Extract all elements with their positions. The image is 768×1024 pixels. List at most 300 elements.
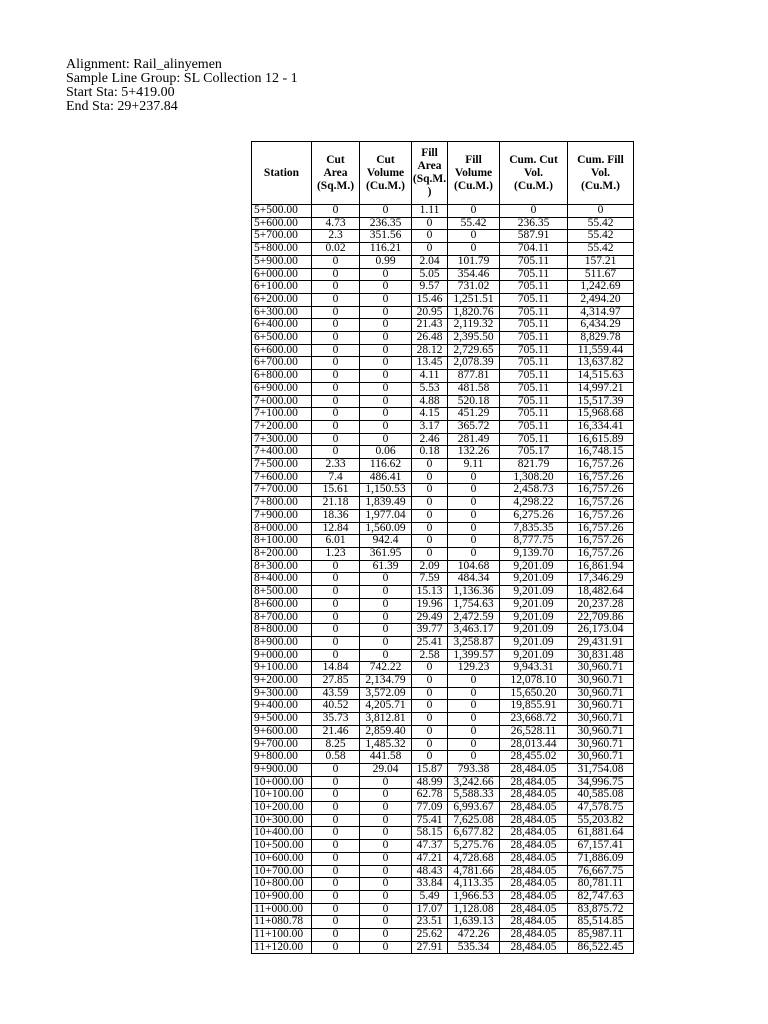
table-cell: 0 <box>312 903 360 916</box>
table-cell: 9,201.09 <box>500 624 568 637</box>
table-cell: 15,517.39 <box>568 395 634 408</box>
table-cell: 15,650.20 <box>500 687 568 700</box>
table-cell: 0 <box>360 319 412 332</box>
table-cell: 15.46 <box>412 293 448 306</box>
table-cell: 0 <box>412 535 448 548</box>
table-cell: 9+800.00 <box>252 751 312 764</box>
table-cell: 0 <box>448 509 500 522</box>
table-cell: 4.88 <box>412 395 448 408</box>
column-header-line: (Sq.M. <box>412 173 447 185</box>
table-cell: 451.29 <box>448 408 500 421</box>
column-header-line: (Cu.M.) <box>366 179 405 192</box>
table-row <box>252 738 634 751</box>
table-cell: 10+600.00 <box>252 852 312 865</box>
table-cell: 0 <box>312 878 360 891</box>
table-cell: 6+400.00 <box>252 319 312 332</box>
table-cell: 10+300.00 <box>252 814 312 827</box>
table-cell: 0 <box>312 255 360 268</box>
table-cell: 16,757.26 <box>568 497 634 510</box>
table-cell: 0.58 <box>312 751 360 764</box>
table-cell: 0 <box>360 776 412 789</box>
table-cell: 793.38 <box>448 763 500 776</box>
table-cell: 0 <box>312 586 360 599</box>
table-cell: 5+900.00 <box>252 255 312 268</box>
table-cell: 1,966.53 <box>448 890 500 903</box>
table-cell: 0 <box>412 459 448 472</box>
table-cell: 9+700.00 <box>252 738 312 751</box>
table-cell: 535.34 <box>448 941 500 954</box>
alignment-line: Alignment: Rail_alinyemen <box>66 57 222 72</box>
table-cell: 0 <box>448 471 500 484</box>
table-cell: 0 <box>360 586 412 599</box>
table-cell: 4,314.97 <box>568 306 634 319</box>
table-cell: 0 <box>360 268 412 281</box>
table-cell: 484.34 <box>448 573 500 586</box>
table-cell: 6,677.82 <box>448 827 500 840</box>
table-cell: 9,943.31 <box>500 662 568 675</box>
table-cell: 11+100.00 <box>252 929 312 942</box>
table-cell: 472.26 <box>448 929 500 942</box>
table-cell: 0 <box>312 941 360 954</box>
table-cell: 8,829.78 <box>568 332 634 345</box>
table-row <box>252 929 634 942</box>
table-cell: 6+100.00 <box>252 281 312 294</box>
table-row <box>252 624 634 637</box>
column-header-line: (Sq.M.) <box>316 179 355 192</box>
table-cell: 0 <box>312 319 360 332</box>
table-row <box>252 459 634 472</box>
table-cell: 47.21 <box>412 852 448 865</box>
column-header-line: Cut <box>326 153 345 166</box>
table-cell: 116.21 <box>360 243 412 256</box>
table-cell: 7+100.00 <box>252 408 312 421</box>
table-cell: 29,431.91 <box>568 636 634 649</box>
table-cell: 29.04 <box>360 763 412 776</box>
table-cell: 0 <box>412 484 448 497</box>
table-cell: 11,559.44 <box>568 344 634 357</box>
column-header-line: ) <box>427 186 432 198</box>
table-cell: 0 <box>448 522 500 535</box>
table-cell: 1,150.53 <box>360 484 412 497</box>
table-cell: 705.11 <box>500 344 568 357</box>
column-header-line: Volume <box>454 166 493 179</box>
column-header <box>568 142 634 205</box>
column-header <box>252 142 312 205</box>
table-cell: 0 <box>360 802 412 815</box>
column-header <box>312 142 360 205</box>
table-cell: 55.42 <box>568 217 634 230</box>
table-cell: 0 <box>448 687 500 700</box>
table-cell: 10+000.00 <box>252 776 312 789</box>
table-cell: 704.11 <box>500 243 568 256</box>
table-cell: 0 <box>360 408 412 421</box>
table-cell: 101.79 <box>448 255 500 268</box>
table-row <box>252 916 634 929</box>
table-cell: 28,484.05 <box>500 852 568 865</box>
table-cell: 6.01 <box>312 535 360 548</box>
table-cell: 28,484.05 <box>500 865 568 878</box>
table-cell: 30,960.71 <box>568 700 634 713</box>
table-cell: 705.11 <box>500 433 568 446</box>
table-cell: 0 <box>312 433 360 446</box>
table-cell: 104.68 <box>448 560 500 573</box>
table-cell: 8+800.00 <box>252 624 312 637</box>
table-cell: 0 <box>412 471 448 484</box>
table-cell: 0 <box>412 751 448 764</box>
table-cell: 28,484.05 <box>500 802 568 815</box>
table-cell: 30,960.71 <box>568 687 634 700</box>
column-header-line: Cut <box>376 153 395 166</box>
table-cell: 9,201.09 <box>500 598 568 611</box>
table-cell: 0 <box>312 560 360 573</box>
table-cell: 25.62 <box>412 929 448 942</box>
table-cell: 0 <box>412 687 448 700</box>
table-cell: 27.85 <box>312 675 360 688</box>
table-cell: 4,781.66 <box>448 865 500 878</box>
table-row <box>252 243 634 256</box>
table-cell: 9,201.09 <box>500 636 568 649</box>
table-cell: 58.15 <box>412 827 448 840</box>
table-row <box>252 890 634 903</box>
table-row <box>252 332 634 345</box>
table-cell: 28,013.44 <box>500 738 568 751</box>
table-cell: 4.11 <box>412 370 448 383</box>
table-cell: 3,242.66 <box>448 776 500 789</box>
table-cell: 0 <box>412 243 448 256</box>
table-cell: 0 <box>360 865 412 878</box>
table-cell: 16,334.41 <box>568 420 634 433</box>
table-cell: 10+800.00 <box>252 878 312 891</box>
table-cell: 7.59 <box>412 573 448 586</box>
table-cell: 2,472.59 <box>448 611 500 624</box>
table-cell: 0 <box>312 357 360 370</box>
table-cell: 11+080.78 <box>252 916 312 929</box>
table-cell: 0 <box>312 268 360 281</box>
table-cell: 21.18 <box>312 497 360 510</box>
table-cell: 0 <box>312 281 360 294</box>
table-cell: 6+500.00 <box>252 332 312 345</box>
table-cell: 16,748.15 <box>568 446 634 459</box>
table-cell: 71,886.09 <box>568 852 634 865</box>
table-cell: 0 <box>448 497 500 510</box>
table-cell: 0 <box>500 205 568 218</box>
table-cell: 9.57 <box>412 281 448 294</box>
table-cell: 7+300.00 <box>252 433 312 446</box>
table-cell: 31,754.08 <box>568 763 634 776</box>
table-row <box>252 395 634 408</box>
table-row <box>252 814 634 827</box>
table-cell: 0 <box>360 573 412 586</box>
table-row <box>252 878 634 891</box>
table-cell: 441.58 <box>360 751 412 764</box>
table-cell: 0 <box>360 636 412 649</box>
table-cell: 0 <box>448 751 500 764</box>
table-cell: 85,514.85 <box>568 916 634 929</box>
table-cell: 0 <box>412 497 448 510</box>
table-cell: 705.11 <box>500 395 568 408</box>
table-cell: 26,528.11 <box>500 725 568 738</box>
table-cell: 10+500.00 <box>252 840 312 853</box>
table-cell: 0 <box>312 408 360 421</box>
table-cell: 351.56 <box>360 230 412 243</box>
table-cell: 34,996.75 <box>568 776 634 789</box>
table-row <box>252 763 634 776</box>
table-cell: 0 <box>412 700 448 713</box>
table-cell: 7+200.00 <box>252 420 312 433</box>
table-cell: 9+600.00 <box>252 725 312 738</box>
table-cell: 61.39 <box>360 560 412 573</box>
table-row <box>252 573 634 586</box>
table-cell: 511.67 <box>568 268 634 281</box>
table-cell: 6+900.00 <box>252 382 312 395</box>
table-cell: 35.73 <box>312 713 360 726</box>
report-header <box>66 58 298 114</box>
table-cell: 4.73 <box>312 217 360 230</box>
table-cell: 0 <box>360 852 412 865</box>
table-cell: 0 <box>568 205 634 218</box>
table-cell: 0 <box>312 370 360 383</box>
table-cell: 14,997.21 <box>568 382 634 395</box>
table-cell: 10+400.00 <box>252 827 312 840</box>
column-header-line: (Cu.M.) <box>581 179 620 192</box>
table-cell: 40.52 <box>312 700 360 713</box>
table-cell: 1,754.63 <box>448 598 500 611</box>
table-cell: 0 <box>448 243 500 256</box>
table-cell: 0 <box>448 738 500 751</box>
table-cell: 15,968.68 <box>568 408 634 421</box>
table-cell: 9+000.00 <box>252 649 312 662</box>
table-row <box>252 636 634 649</box>
table-cell: 0 <box>412 230 448 243</box>
table-cell: 86,522.45 <box>568 941 634 954</box>
table-cell: 7+900.00 <box>252 509 312 522</box>
table-cell: 705.11 <box>500 332 568 345</box>
table-cell: 2,458.73 <box>500 484 568 497</box>
table-cell: 2.04 <box>412 255 448 268</box>
table-cell: 1.23 <box>312 547 360 560</box>
column-header-line: (Cu.M.) <box>454 179 493 192</box>
table-cell: 0 <box>360 281 412 294</box>
table-cell: 3.17 <box>412 420 448 433</box>
table-cell: 2.33 <box>312 459 360 472</box>
table-cell: 9,201.09 <box>500 649 568 662</box>
table-row <box>252 586 634 599</box>
table-cell: 9+400.00 <box>252 700 312 713</box>
table-cell: 281.49 <box>448 433 500 446</box>
table-cell: 129.23 <box>448 662 500 675</box>
table-cell: 6+300.00 <box>252 306 312 319</box>
table-cell: 7.4 <box>312 471 360 484</box>
table-cell: 75.41 <box>412 814 448 827</box>
table-cell: 28,484.05 <box>500 789 568 802</box>
table-cell: 28,484.05 <box>500 903 568 916</box>
table-cell: 2,395.50 <box>448 332 500 345</box>
table-cell: 3,812.81 <box>360 713 412 726</box>
table-cell: 15.13 <box>412 586 448 599</box>
table-cell: 77.09 <box>412 802 448 815</box>
table-cell: 0.18 <box>412 446 448 459</box>
table-cell: 3,463.17 <box>448 624 500 637</box>
table-row <box>252 509 634 522</box>
table-cell: 16,757.26 <box>568 535 634 548</box>
column-header <box>448 142 500 205</box>
table-cell: 13.45 <box>412 357 448 370</box>
table-row <box>252 713 634 726</box>
table-cell: 2.09 <box>412 560 448 573</box>
table-cell: 5+500.00 <box>252 205 312 218</box>
table-cell: 520.18 <box>448 395 500 408</box>
table-cell: 705.11 <box>500 370 568 383</box>
table-cell: 236.35 <box>360 217 412 230</box>
table-cell: 5+800.00 <box>252 243 312 256</box>
table-cell: 6+200.00 <box>252 293 312 306</box>
table-cell: 0 <box>412 547 448 560</box>
table-cell: 132.26 <box>448 446 500 459</box>
table-cell: 9+100.00 <box>252 662 312 675</box>
table-cell: 0 <box>312 763 360 776</box>
table-cell: 20,237.28 <box>568 598 634 611</box>
table-cell: 16,757.26 <box>568 471 634 484</box>
table-cell: 0 <box>312 624 360 637</box>
table-cell: 12,078.10 <box>500 675 568 688</box>
table-cell: 0 <box>412 738 448 751</box>
table-cell: 19.96 <box>412 598 448 611</box>
table-cell: 486.41 <box>360 471 412 484</box>
table-cell: 8+000.00 <box>252 522 312 535</box>
table-cell: 9+200.00 <box>252 675 312 688</box>
table-cell: 1,251.51 <box>448 293 500 306</box>
table-cell: 4,205.71 <box>360 700 412 713</box>
table-row <box>252 382 634 395</box>
table-cell: 21.46 <box>312 725 360 738</box>
table-cell: 55,203.82 <box>568 814 634 827</box>
table-cell: 28,484.05 <box>500 763 568 776</box>
table-cell: 27.91 <box>412 941 448 954</box>
table-cell: 11+120.00 <box>252 941 312 954</box>
table-row <box>252 408 634 421</box>
table-cell: 0 <box>412 509 448 522</box>
table-cell: 28,484.05 <box>500 941 568 954</box>
table-cell: 4.15 <box>412 408 448 421</box>
table-cell: 5+700.00 <box>252 230 312 243</box>
table-cell: 14.84 <box>312 662 360 675</box>
table-cell: 1,639.13 <box>448 916 500 929</box>
table-cell: 9,201.09 <box>500 560 568 573</box>
table-cell: 8+400.00 <box>252 573 312 586</box>
table-row <box>252 205 634 218</box>
end-station-line: End Sta: 29+237.84 <box>66 99 178 114</box>
table-row <box>252 789 634 802</box>
table-cell: 17,346.29 <box>568 573 634 586</box>
table-cell: 25.41 <box>412 636 448 649</box>
table-cell: 16,757.26 <box>568 522 634 535</box>
table-cell: 365.72 <box>448 420 500 433</box>
table-cell: 8+200.00 <box>252 547 312 560</box>
table-cell: 1,128.08 <box>448 903 500 916</box>
table-cell: 0 <box>312 332 360 345</box>
table-cell: 0 <box>412 662 448 675</box>
table-cell: 0 <box>312 611 360 624</box>
table-cell: 0 <box>312 573 360 586</box>
table-cell: 6+800.00 <box>252 370 312 383</box>
table-cell: 1,485.32 <box>360 738 412 751</box>
column-header <box>360 142 412 205</box>
table-cell: 705.11 <box>500 293 568 306</box>
table-row <box>252 420 634 433</box>
table-cell: 7+800.00 <box>252 497 312 510</box>
table-cell: 0 <box>312 802 360 815</box>
table-cell: 0 <box>312 382 360 395</box>
table-cell: 0 <box>412 217 448 230</box>
table-row <box>252 903 634 916</box>
table-cell: 0 <box>360 332 412 345</box>
table-cell: 12.84 <box>312 522 360 535</box>
column-header <box>412 142 448 205</box>
table-cell: 0 <box>312 827 360 840</box>
table-cell: 2,134.79 <box>360 675 412 688</box>
column-header-line: Volume <box>366 166 405 179</box>
table-cell: 1.11 <box>412 205 448 218</box>
table-cell: 7+700.00 <box>252 484 312 497</box>
table-row <box>252 230 634 243</box>
table-cell: 8+600.00 <box>252 598 312 611</box>
table-cell: 1,839.49 <box>360 497 412 510</box>
column-header-line: Vol. <box>590 166 611 179</box>
table-row <box>252 319 634 332</box>
table-cell: 0 <box>360 789 412 802</box>
table-cell: 0 <box>412 725 448 738</box>
table-cell: 55.42 <box>568 243 634 256</box>
table-row <box>252 827 634 840</box>
start-station-line: Start Sta: 5+419.00 <box>66 85 175 100</box>
table-cell: 0 <box>360 840 412 853</box>
table-cell: 705.11 <box>500 319 568 332</box>
table-cell: 0 <box>312 916 360 929</box>
column-header-line: Area <box>417 160 442 172</box>
table-cell: 6+600.00 <box>252 344 312 357</box>
table-row <box>252 611 634 624</box>
table-cell: 0 <box>312 306 360 319</box>
table-cell: 0 <box>412 675 448 688</box>
table-row <box>252 484 634 497</box>
table-row <box>252 840 634 853</box>
table-cell: 29.49 <box>412 611 448 624</box>
table-cell: 0 <box>312 395 360 408</box>
table-cell: 2.3 <box>312 230 360 243</box>
table-cell: 28,484.05 <box>500 840 568 853</box>
table-cell: 0 <box>360 878 412 891</box>
table-cell: 26,173.04 <box>568 624 634 637</box>
table-cell: 0 <box>360 382 412 395</box>
table-cell: 39.77 <box>412 624 448 637</box>
table-cell: 1,820.76 <box>448 306 500 319</box>
table-cell: 0 <box>360 370 412 383</box>
table-cell: 28,484.05 <box>500 890 568 903</box>
table-row <box>252 560 634 573</box>
table-cell: 76,667.75 <box>568 865 634 878</box>
table-cell: 0 <box>312 789 360 802</box>
table-row <box>252 802 634 815</box>
table-cell: 30,831.48 <box>568 649 634 662</box>
table-cell: 21.43 <box>412 319 448 332</box>
table-cell: 0 <box>412 522 448 535</box>
table-cell: 2,859.40 <box>360 725 412 738</box>
table-cell: 0 <box>360 941 412 954</box>
table-cell: 14,515.63 <box>568 370 634 383</box>
column-header-line: Cum. Fill <box>577 153 624 166</box>
column-header-line: (Cu.M.) <box>514 179 553 192</box>
column-header-line: Station <box>263 166 300 179</box>
